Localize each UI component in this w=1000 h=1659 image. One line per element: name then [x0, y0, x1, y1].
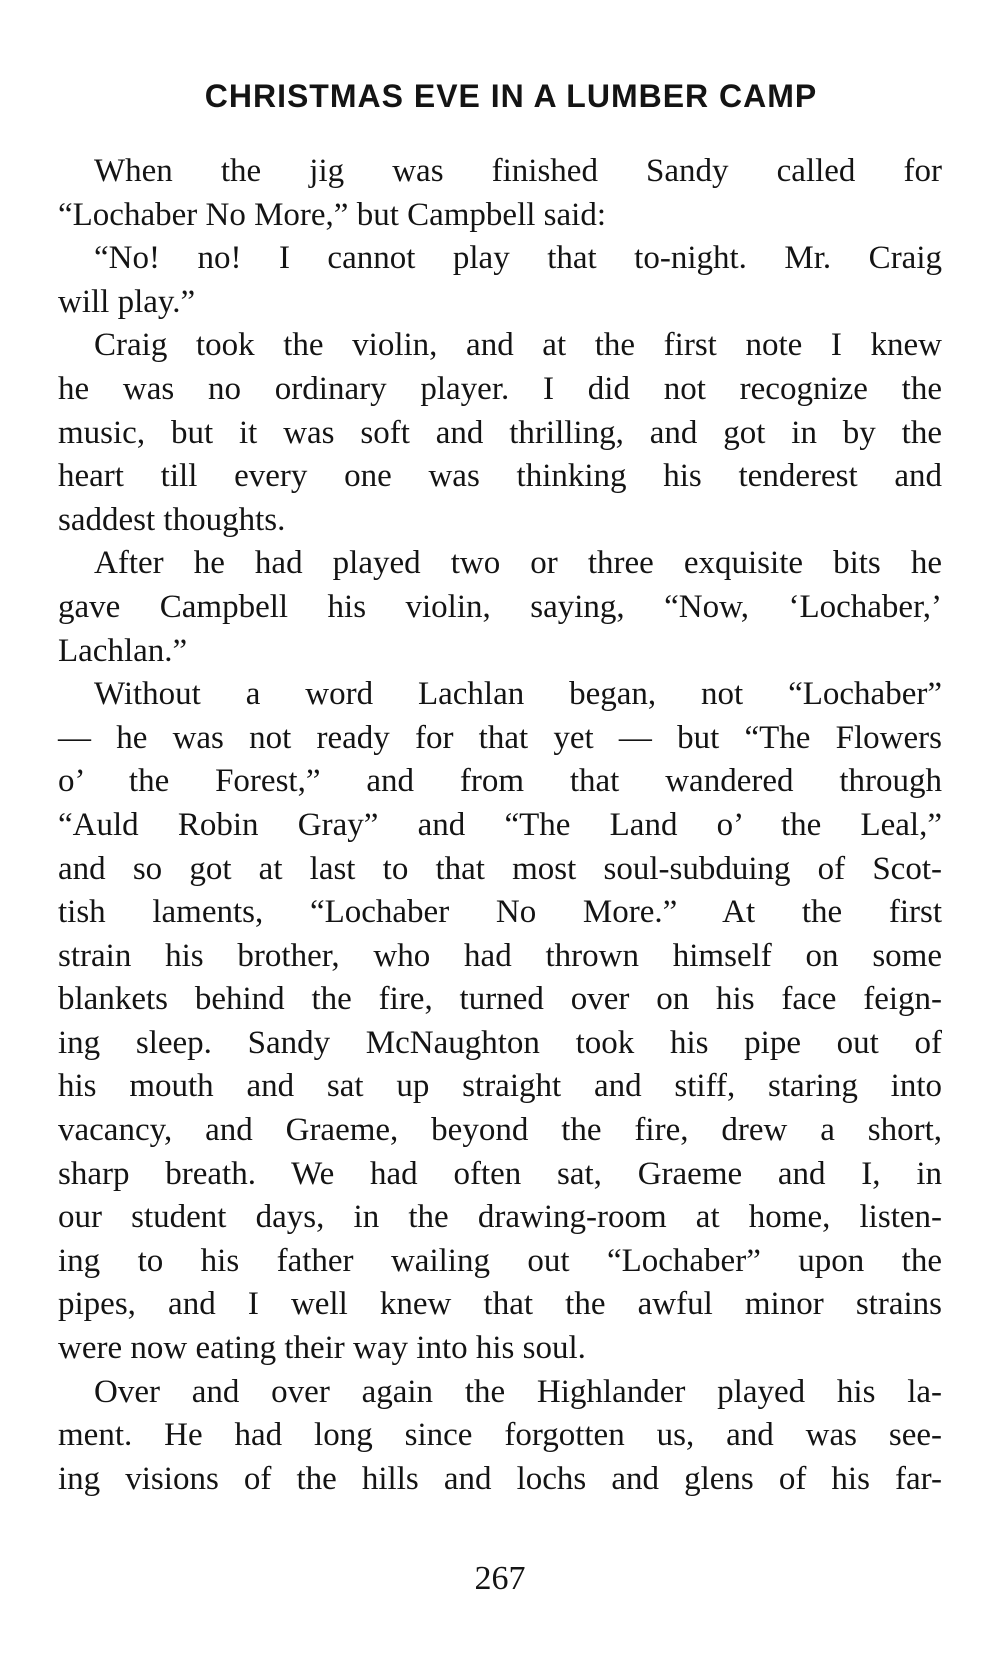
text-line: his mouth and sat up straight and stiff, staring into: [58, 1068, 942, 1105]
text-line: music, but it was soft and thrilling, and got in by the: [58, 414, 942, 451]
text-line: ing to his father wailing out “Lochaber” upon the: [58, 1242, 942, 1279]
text-line: — he was not ready for that yet — but “The Flowers: [58, 719, 942, 756]
running-head: CHRISTMAS EVE IN A LUMBER CAMP: [204, 78, 818, 114]
text-line: “No! no! I cannot play that to-night. Mr. Craig: [94, 240, 942, 277]
text-line: When the jig was finished Sandy called for: [94, 153, 942, 189]
text-line: tish laments, “Lochaber No More.” At the first: [58, 894, 942, 931]
text-line: and so got at last to that most soul-subduing of Scot-: [58, 850, 942, 887]
text-line: o’ the Forest,” and from that wandered through: [58, 763, 942, 800]
text-line: After he had played two or three exquisite bits he: [94, 545, 942, 582]
text-line: ing visions of the hills and lochs and glens of his far-: [58, 1460, 942, 1497]
text-line: “Lochaber No More,” but Campbell said:: [58, 196, 606, 233]
text-line: Without a word Lachlan began, not “Lochaber”: [94, 676, 942, 713]
text-line: he was no ordinary player. I did not recognize the: [58, 370, 942, 407]
text-line: gave Campbell his violin, saying, “Now, ‘Lochaber,’: [58, 588, 942, 625]
text-line: Craig took the violin, and at the first note I knew: [94, 327, 942, 364]
page-number: 267: [474, 1560, 526, 1597]
text-line: will play.”: [58, 283, 196, 320]
text-line: vacancy, and Graeme, beyond the fire, drew a short,: [58, 1112, 942, 1149]
body-text: [58, 150, 942, 1501]
text-line: heart till every one was thinking his tenderest and: [58, 458, 942, 495]
text-line: ment. He had long since forgotten us, and was see-: [58, 1417, 942, 1454]
text-line: sharp breath. We had often sat, Graeme and I, in: [58, 1155, 942, 1192]
text-line: “Auld Robin Gray” and “The Land o’ the Leal,”: [58, 806, 942, 843]
text-line: strain his brother, who had thrown himself on some: [58, 937, 942, 974]
text-line: were now eating their way into his soul.: [58, 1330, 586, 1367]
text-line: ing sleep. Sandy McNaughton took his pipe out of: [58, 1024, 942, 1061]
text-line: pipes, and I well knew that the awful minor strains: [58, 1286, 942, 1323]
text-line: Lachlan.”: [58, 632, 188, 669]
text-line: saddest thoughts.: [58, 501, 286, 538]
text-line: Over and over again the Highlander played his la-: [94, 1373, 942, 1410]
text-line: blankets behind the fire, turned over on his face feign-: [58, 981, 942, 1018]
text-line: our student days, in the drawing-room at home, listen-: [58, 1199, 942, 1236]
